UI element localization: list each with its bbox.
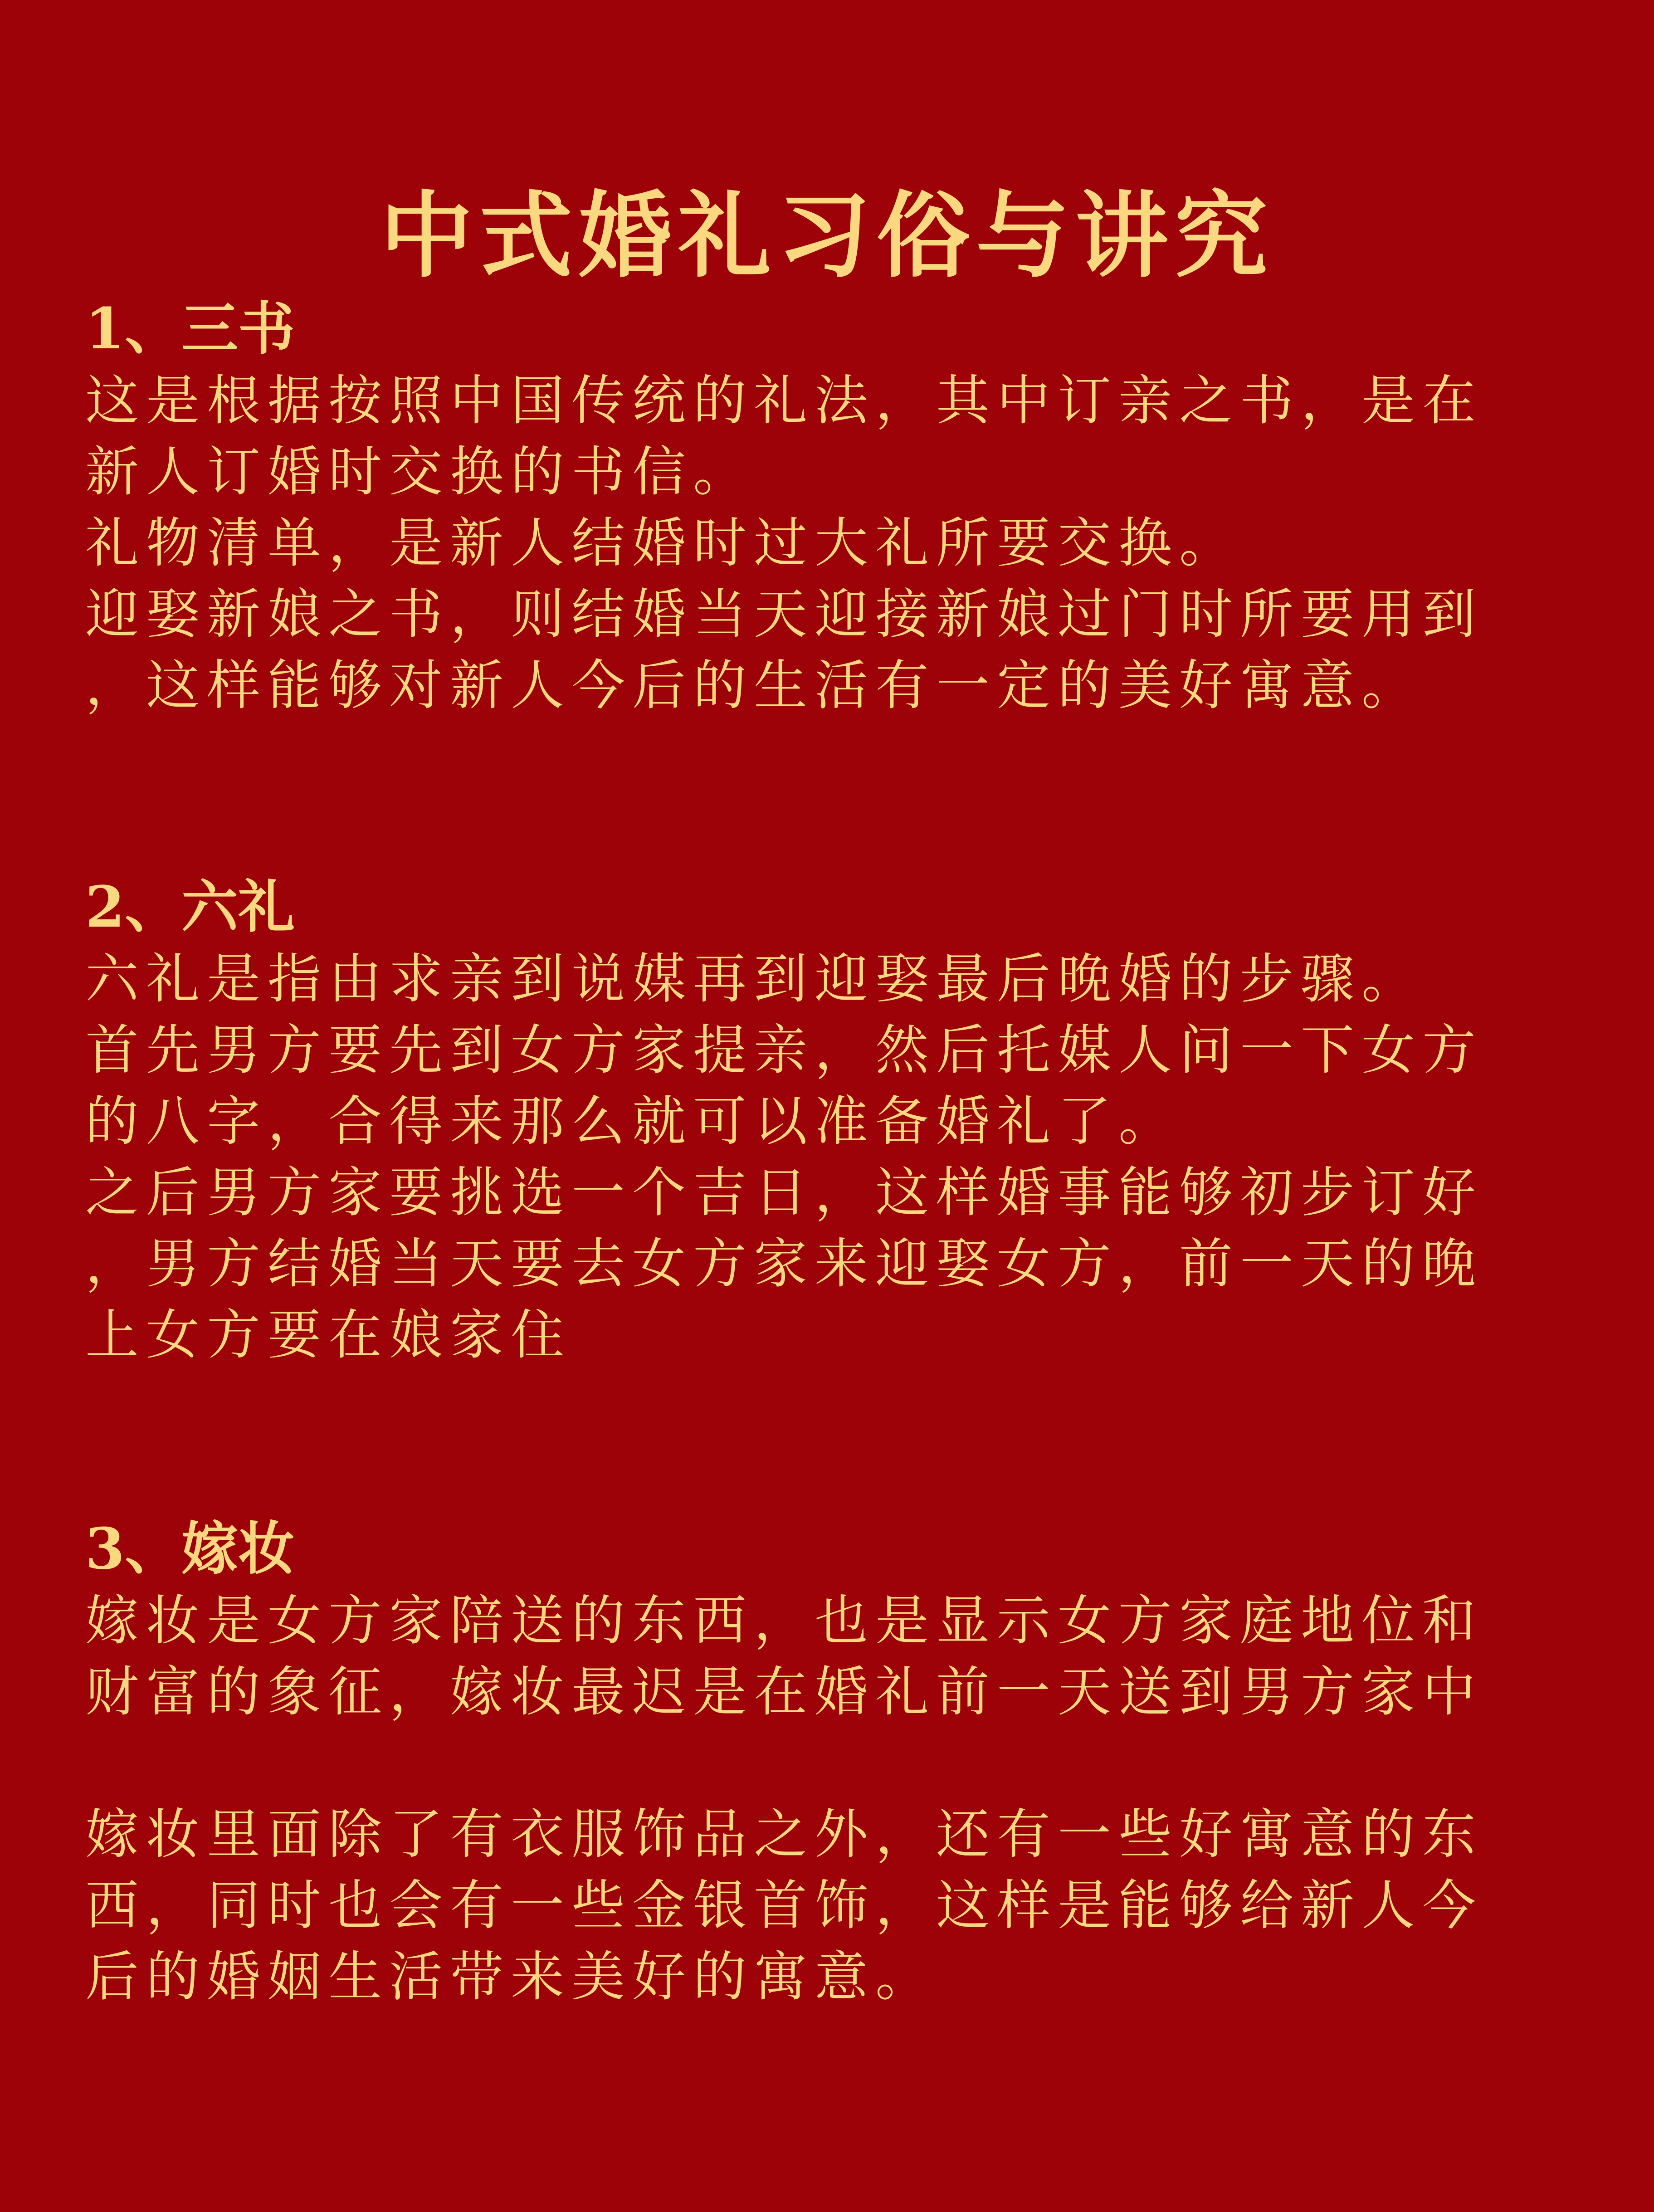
text-line: 之后男方家要挑选一个吉日，这样婚事能够初步订好 [85, 1161, 1483, 1224]
text-line: 后的婚姻生活带来美好的寓意。 [85, 1945, 937, 2008]
section-heading: 1、三书 [85, 296, 295, 362]
section-heading: 3、嫁妆 [85, 1516, 295, 1582]
section-body [85, 1585, 1582, 2012]
text-line: 这是根据按照中国传统的礼法，其中订亲之书，是在 [85, 369, 1483, 432]
text-line: ，这样能够对新人今后的生活有一定的美好寓意。 [85, 654, 1423, 717]
text-line: 迎娶新娘之书，则结婚当天迎接新娘过门时所要用到 [85, 583, 1483, 645]
text-line: 礼物清单，是新人结婚时过大礼所要交换。 [85, 512, 1240, 574]
page-title: 中式婚礼习俗与讲究 [380, 181, 1274, 291]
text-line: 嫁妆里面除了有衣服饰品之外，还有一些好寓意的东 [85, 1803, 1483, 1865]
section-three-books [85, 293, 1582, 721]
section-heading: 2、六礼 [85, 874, 295, 940]
section-body [85, 365, 1582, 721]
text-line: 首先男方要先到女方家提亲，然后托媒人问一下女方 [85, 1019, 1483, 1081]
text-line: ，男方结婚当天要去女方家来迎娶女方，前一天的晚 [85, 1232, 1483, 1295]
section-body [85, 943, 1582, 1371]
text-line: 新人订婚时交换的书信。 [85, 440, 754, 503]
section-six-rites [85, 871, 1582, 1371]
blank-line [85, 1728, 1582, 1799]
text-line: 上女方要在娘家住 [85, 1304, 572, 1366]
text-line: 嫁妆是女方家陪送的东西，也是显示女方家庭地位和 [85, 1589, 1483, 1652]
text-line: 六礼是指由求亲到说媒再到迎娶最后晚婚的步骤。 [85, 947, 1423, 1010]
text-line: 西，同时也会有一些金银首饰，这样是能够给新人今 [85, 1874, 1483, 1937]
section-dowry [85, 1513, 1582, 2012]
text-line: 财富的象征，嫁妆最迟是在婚礼前一天送到男方家中 [85, 1660, 1483, 1723]
text-line: 的八字，合得来那么就可以准备婚礼了。 [85, 1090, 1180, 1152]
